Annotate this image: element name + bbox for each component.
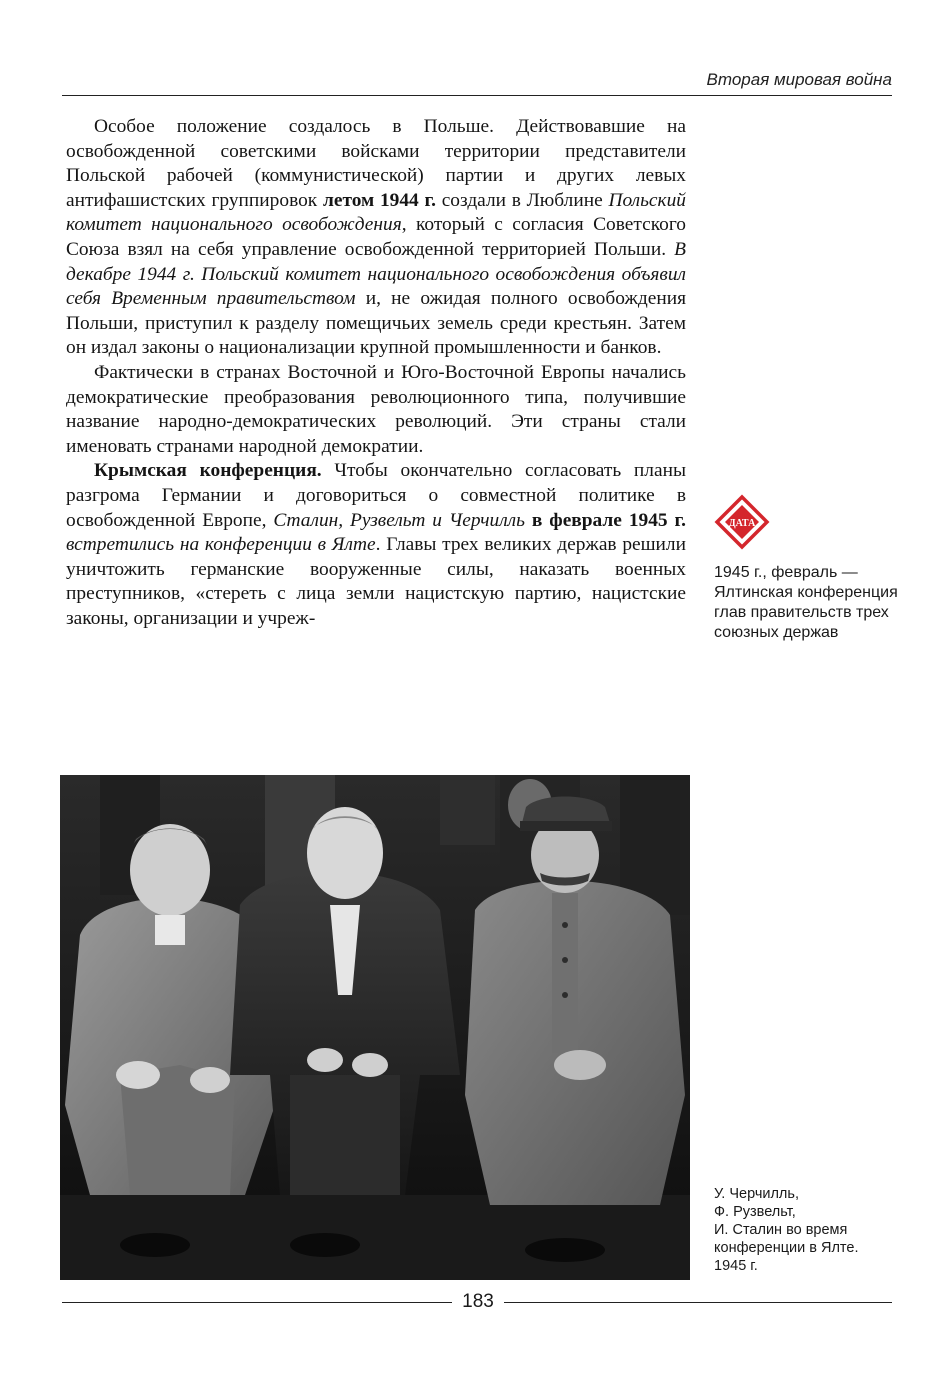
paragraph-poland: [66, 115, 686, 361]
yalta-conference-photo: [60, 775, 690, 1280]
italic-december-1944: В декабре 1944 г. Польский комитет национального освобождения объявил себя Временным правительством: [66, 238, 686, 310]
paragraph-revolutions: Фактически в странах Восточной и Юго-Восточной Европы начались демократические преобразования революционного типа, получившие название народно-демократических революций. Эти страны стали именовать странами народной демократии.: [66, 361, 686, 457]
running-header: Вторая мировая война: [706, 70, 892, 89]
page-number: 183: [462, 1291, 494, 1312]
footer-rule-left: [62, 1302, 452, 1303]
text-span: . Главы трех великих держав решили уничтожить германские вооруженные силы, наказать военных преступников, «стереть с лица земли нацистскую партию, нацистские законы, организации и учреж-: [66, 534, 686, 629]
main-text-column: [66, 115, 686, 631]
date-note: 1945 г., февраль — Ялтинская конференция глав правительств трех союзных держав: [714, 564, 898, 641]
bold-heading-crimean-conference: Крымская конференция.: [94, 460, 322, 482]
text-span: создали в Люблине: [435, 189, 609, 211]
caption-line: Ф. Рузвельт,: [714, 1204, 796, 1220]
caption-line: У. Черчилль,: [714, 1186, 799, 1202]
text-span: Чтобы окончательно согласовать планы разгрома Германии и договориться о совместной политике в освобожденной Европе,: [66, 460, 686, 531]
caption-line: 1945 г.: [714, 1258, 758, 1274]
paragraph-crimean-conference: [66, 459, 686, 631]
text-span: , который с согласия Советского Союза взял на себя управление освобожденной территорией Польши.: [66, 214, 686, 260]
caption-line: И. Сталин во время: [714, 1222, 848, 1238]
caption-line: конференции в Ялте.: [714, 1240, 859, 1256]
bold-date-summer-1944: летом 1944 г.: [322, 189, 436, 211]
header-rule: [62, 95, 892, 96]
footer-rule-right: [504, 1302, 892, 1303]
text-span: Особое положение создалось в Польше. Действовавшие на освобожденной советскими войсками территории представители Польской рабочей (коммунистической) партии и других левых антифашистских группировок: [66, 116, 686, 211]
italic-leaders-names: Сталин, Рузвельт и Черчилль: [273, 509, 525, 531]
date-badge-icon: [714, 494, 770, 550]
italic-met-in-yalta: встретились на конференции в Ялте: [66, 534, 376, 556]
bold-date-february-1945: в феврале 1945 г.: [524, 509, 686, 531]
text-span: и, не ожидая полного освобождения Польши, приступил к разделу помещичьих земель среди крестьян. Затем он издал законы о национализации крупной промышленности и банков.: [66, 288, 686, 359]
badge-label: ДАТА: [728, 518, 756, 529]
photo-caption: [714, 1185, 904, 1275]
italic-committee-name: Польский комитет национального освобождения: [66, 189, 686, 236]
